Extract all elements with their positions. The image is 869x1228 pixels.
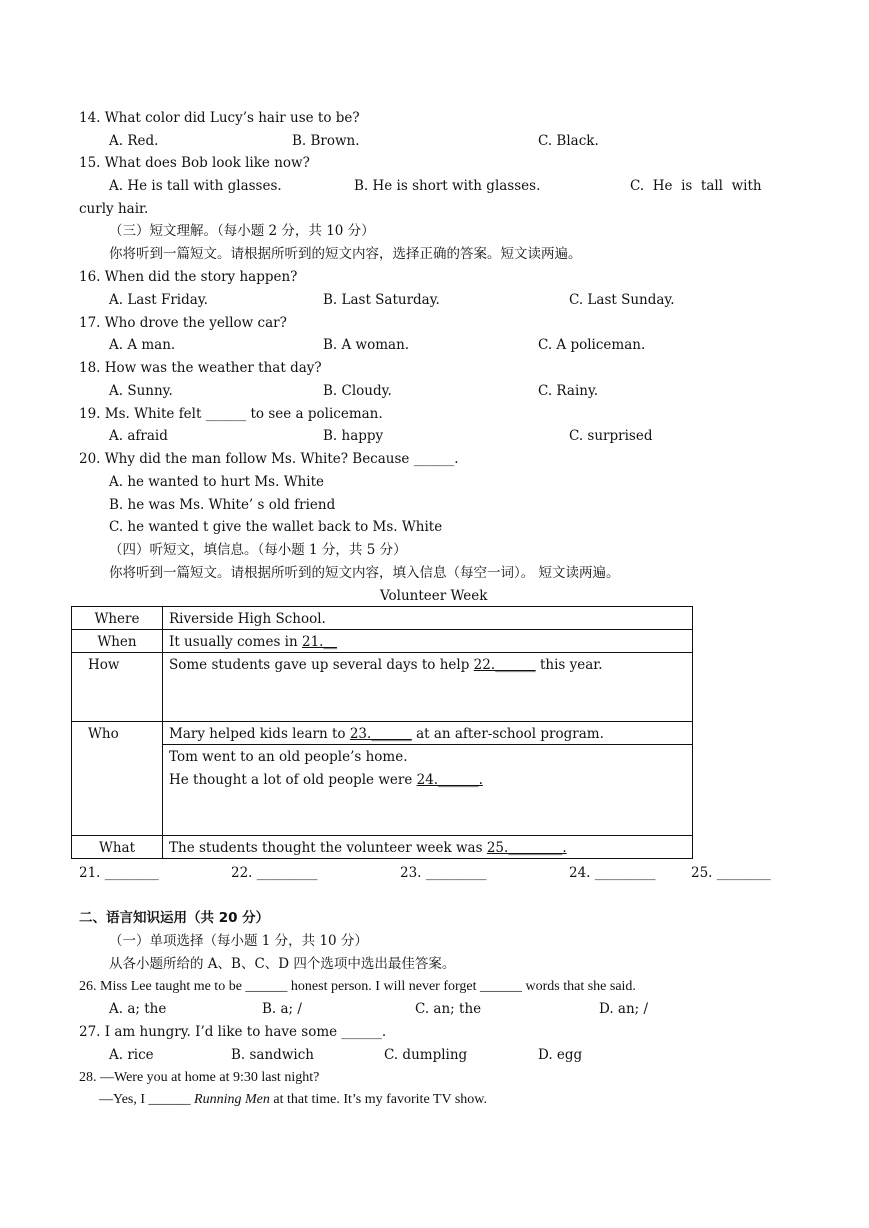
q14-option-c: C. Black.: [538, 133, 599, 149]
table-row: [72, 630, 693, 653]
answer-22: 22. _________: [231, 865, 318, 881]
q19-stem: 19. Ms. White felt ______ to see a policeman.: [79, 406, 383, 422]
q14-option-b: B. Brown.: [292, 133, 360, 149]
when-cell: [163, 630, 693, 653]
q20-option-c: C. he wanted t give the wallet back to Ms. White: [109, 519, 443, 535]
q28-stem: 28. —Were you at home at 9:30 last night?: [79, 1070, 320, 1085]
q26-option-a: A. a; the: [109, 1001, 167, 1017]
q15-option-b: B. He is short with glasses.: [354, 178, 541, 194]
q17-stem: 17. Who drove the yellow car?: [79, 315, 287, 331]
part2-sub1: （一）单项选择（每小题 1 分，共 10 分）: [109, 933, 368, 949]
answer-24: 24. _________: [569, 865, 656, 881]
q19-option-a: A. afraid: [109, 428, 168, 444]
who1-text: Mary helped kids learn to: [169, 726, 350, 742]
part2-instructions: 从各小题所给的 A、B、C、D 四个选项中选出最佳答案。: [109, 956, 456, 972]
table-row: [72, 653, 693, 722]
what-cell: [163, 836, 693, 859]
answer-23: 23. _________: [400, 865, 487, 881]
section4-instructions: 你将听到一篇短文。请根据所听到的短文内容，填入信息（每空一词）。 短文读两遍。: [109, 565, 620, 581]
q20-option-a: A. he wanted to hurt Ms. White: [109, 474, 324, 490]
q28-reply: [99, 1091, 487, 1109]
who-cell-2: [163, 745, 693, 836]
table-caption: Volunteer Week: [380, 588, 488, 604]
q14-option-a: A. Red.: [109, 133, 159, 149]
volunteer-week-table: [71, 606, 693, 859]
when-text: It usually comes in: [169, 634, 302, 650]
q26-option-b: B. a; /: [262, 1001, 302, 1017]
q27-option-b: B. sandwich: [231, 1047, 314, 1063]
q18-stem: 18. How was the weather that day?: [79, 360, 322, 376]
q19-option-b: B. happy: [323, 428, 384, 444]
how-text: Some students gave up several days to help: [169, 657, 474, 673]
who-cell-1: [163, 722, 693, 745]
how-label: How: [72, 653, 163, 722]
q27-option-d: D. egg: [538, 1047, 583, 1063]
q28-show-title: Running Men: [194, 1092, 270, 1107]
who-label: Who: [72, 722, 163, 836]
q28-reply-post: at that time. It’s my favorite TV show.: [269, 1092, 487, 1107]
what-text: The students thought the volunteer week was: [169, 840, 487, 856]
q27-option-a: A. rice: [109, 1047, 154, 1063]
where-text: Riverside High School.: [163, 607, 693, 630]
q26-option-d: D. an; /: [599, 1001, 649, 1017]
who2-text: He thought a lot of old people were: [169, 772, 417, 788]
q26-option-c: C. an; the: [415, 1001, 482, 1017]
q19-option-c: C. surprised: [569, 428, 653, 444]
q26-stem: 26. Miss Lee taught me to be ______ honest person. I will never forget ______ words that she said.: [79, 979, 636, 994]
how-tail: this year.: [535, 657, 603, 673]
q16-option-b: B. Last Saturday.: [323, 292, 440, 308]
who1-tail: at an after-school program.: [411, 726, 604, 742]
q20-option-b: B. he was Ms. White’ s old friend: [109, 497, 336, 513]
table-row: [72, 607, 693, 630]
section4-title: （四）听短文，填信息。（每小题 1 分，共 5 分）: [109, 542, 407, 558]
part2-title: 二、语言知识运用（共 20 分）: [79, 910, 270, 926]
where-label: Where: [72, 607, 163, 630]
q15-option-c: C. He is tall with: [630, 178, 762, 194]
blank-22: 22.______: [473, 657, 536, 673]
q28-reply-pre: —Yes, I ______: [99, 1092, 195, 1107]
q14-stem: 14. What color did Lucy’s hair use to be?: [79, 110, 360, 126]
q15-stem: 15. What does Bob look like now?: [79, 155, 310, 171]
what-label: What: [72, 836, 163, 859]
q27-stem: 27. I am hungry. I’d like to have some ______.: [79, 1024, 387, 1040]
section3-title: （三）短文理解。（每小题 2 分，共 10 分）: [109, 223, 375, 239]
q16-option-a: A. Last Friday.: [109, 292, 208, 308]
table-row: [72, 745, 693, 836]
q18-option-a: A. Sunny.: [109, 383, 173, 399]
q17-option-b: B. A woman.: [323, 337, 410, 353]
q20-stem: 20. Why did the man follow Ms. White? Because ______.: [79, 451, 459, 467]
q17-option-a: A. A man.: [109, 337, 176, 353]
q17-option-c: C. A policeman.: [538, 337, 646, 353]
q16-stem: 16. When did the story happen?: [79, 269, 298, 285]
q27-option-c: C. dumpling: [384, 1047, 468, 1063]
how-cell: [163, 653, 693, 722]
blank-21: 21.__: [301, 634, 337, 650]
q15-option-a: A. He is tall with glasses.: [109, 178, 282, 194]
blank-24: 24.______.: [416, 772, 483, 788]
q15-option-c-continued: curly hair.: [79, 201, 149, 217]
when-label: When: [72, 630, 163, 653]
who2-line1: Tom went to an old people’s home.: [169, 749, 408, 765]
who2-line2: [169, 771, 686, 789]
q16-option-c: C. Last Sunday.: [569, 292, 675, 308]
answer-21: 21. ________: [79, 865, 159, 881]
blank-25: 25.________.: [486, 840, 567, 856]
answer-25: 25. ________: [691, 865, 771, 881]
table-row: [72, 722, 693, 745]
q18-option-c: C. Rainy.: [538, 383, 599, 399]
blank-23: 23.______: [349, 726, 412, 742]
q18-option-b: B. Cloudy.: [323, 383, 392, 399]
table-row: [72, 836, 693, 859]
section3-instructions: 你将听到一篇短文。请根据所听到的短文内容，选择正确的答案。短文读两遍。: [109, 246, 582, 262]
